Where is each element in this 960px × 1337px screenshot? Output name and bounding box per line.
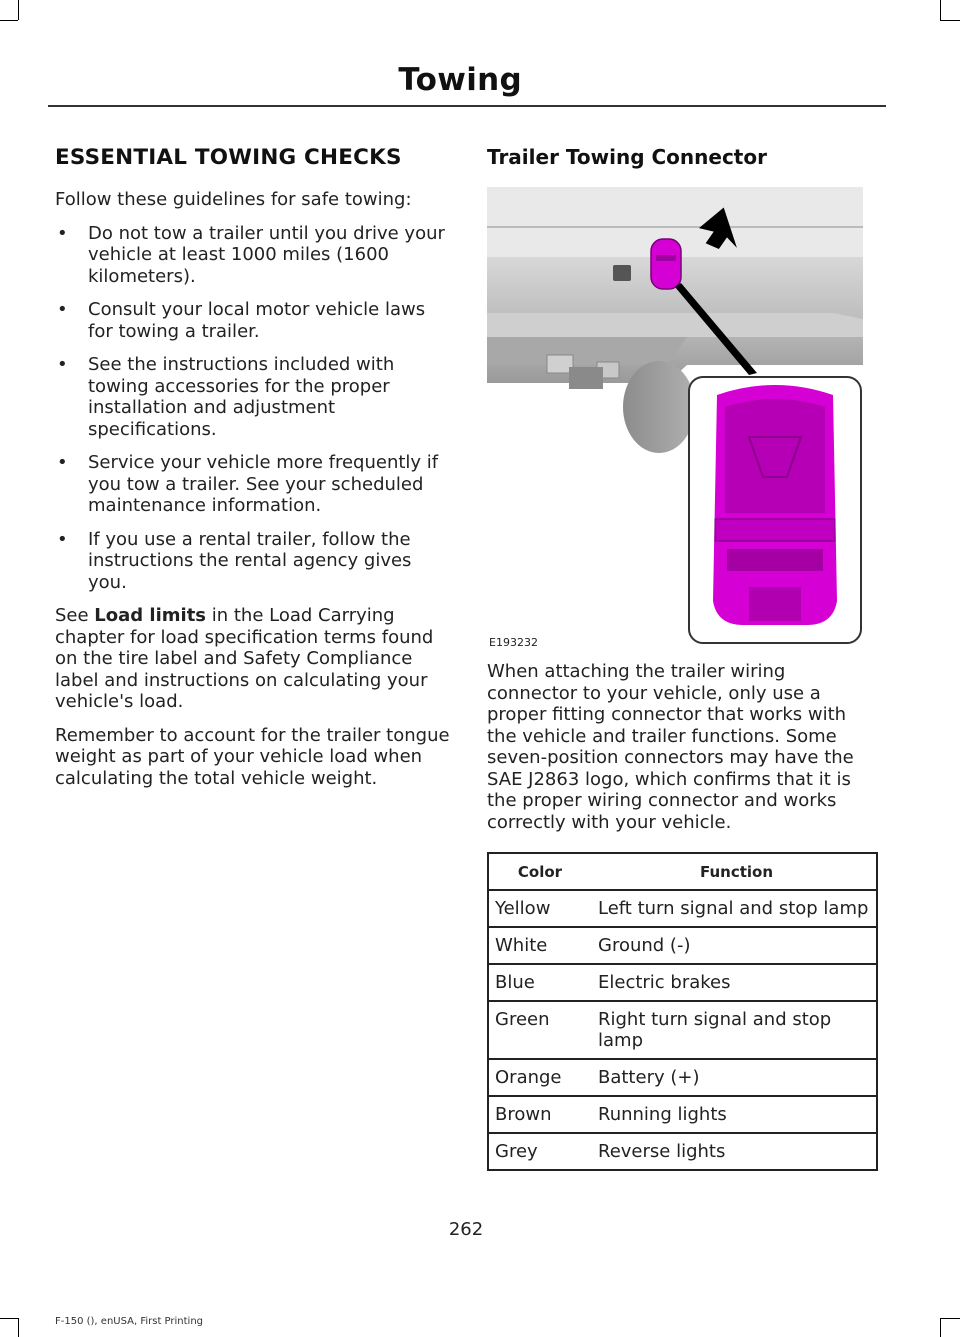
connector-description: When attaching the trailer wiring connector to your vehicle, only use a proper fitting connector that works with the vehicle and trailer functions. Some seven-position connectors may have the SAE J2863 logo, which confirms that it is the proper wiring connector and works correctly with your vehicle. [487, 661, 854, 833]
header-rule [48, 105, 886, 107]
column-header-function: Function [592, 853, 877, 890]
page-number: 262 [448, 1219, 484, 1240]
connector-heading: Trailer Towing Connector [487, 145, 767, 169]
crop-mark [0, 1318, 18, 1319]
bullet: • [57, 528, 68, 550]
table-header-row [488, 853, 877, 890]
table-row: Green Right turn signal and stop lamp [488, 1001, 877, 1059]
list-item: • Do not tow a trailer until you drive your vehicle at least 1000 miles (1600 kilometers). [57, 222, 445, 287]
crop-mark [18, 0, 19, 20]
load-limits-paragraph: See Load limits in the Load Carrying chapter for load specification terms found on the tire label and Safety Compliance label and instructions on calculating your vehicle's load. [55, 605, 434, 712]
crop-mark [0, 20, 18, 21]
crop-mark [18, 1318, 19, 1337]
connector-small [651, 239, 681, 289]
checklist [55, 223, 450, 594]
figure-id: E193232 [489, 636, 538, 649]
left-column [55, 145, 450, 801]
load-limits-link[interactable]: Load limits [94, 605, 207, 626]
edition-footer: F-150 (), enUSA, First Printing [55, 1316, 204, 1327]
bumper-step [487, 313, 863, 337]
lower-shadow [487, 337, 687, 365]
crop-mark [940, 20, 960, 21]
table-row: Blue Electric brakes [488, 964, 877, 1001]
crop-mark [940, 1318, 941, 1337]
bullet: • [57, 354, 68, 375]
crop-mark [940, 1318, 960, 1319]
page-title: Towing [398, 62, 522, 98]
tongue-weight-note: Remember to account for the trailer tongue weight as part of your vehicle load when calculating the total vehicle weight. [55, 724, 450, 789]
bullet: • [57, 299, 68, 320]
table-row: White Ground (-) [488, 927, 877, 964]
bullet: • [57, 222, 68, 244]
connector-svg [487, 187, 863, 647]
table-row: Yellow Left turn signal and stop lamp [488, 890, 877, 927]
connector-hinge [715, 519, 835, 541]
table-row: Brown Running lights [488, 1096, 877, 1133]
connector-function-table [487, 852, 878, 1171]
list-item: • Consult your local motor vehicle laws for towing a trailer. [57, 299, 426, 342]
section-heading: ESSENTIAL TOWING CHECKS [55, 145, 402, 170]
bumper-slot [613, 265, 631, 281]
list-item: • Service your vehicle more frequently if you tow a trailer. See your scheduled maintenance information. [57, 452, 439, 516]
connector-latch [749, 587, 801, 621]
connector-upper [725, 399, 825, 513]
list-item: • See the instructions included with towing accessories for the proper installation and adjustment specifications. [57, 354, 395, 440]
table-row: Grey Reverse lights [488, 1133, 877, 1170]
crop-mark [940, 0, 941, 20]
connector-small-detail [656, 255, 676, 261]
connector-vent [727, 549, 823, 571]
connector-illustration [487, 187, 863, 647]
table-row: Orange Battery (+) [488, 1059, 877, 1096]
hitch-receiver [569, 367, 603, 389]
intro-text: Follow these guidelines for safe towing: [55, 189, 412, 210]
bullet: • [57, 452, 68, 473]
list-item: • If you use a rental trailer, follow the instructions the rental agency gives you. [57, 528, 412, 593]
column-header-color: Color [488, 853, 592, 890]
right-column [487, 145, 879, 833]
spare-tire [623, 361, 695, 453]
